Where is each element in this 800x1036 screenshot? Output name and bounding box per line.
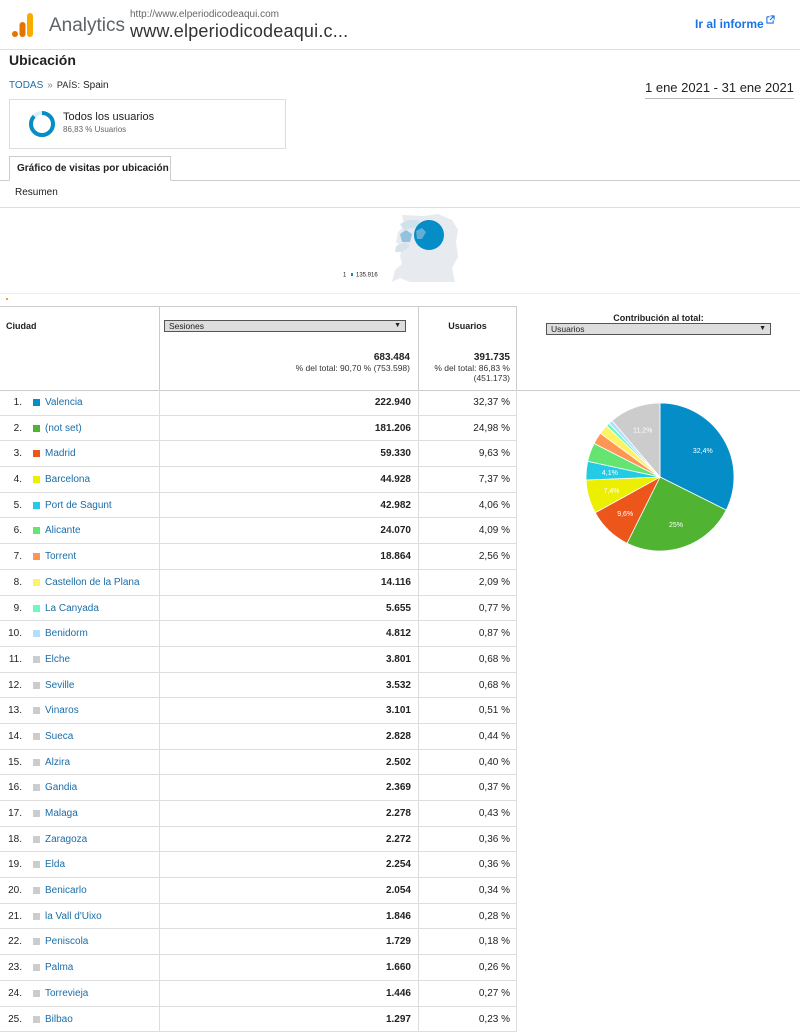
table-row: [0, 801, 517, 827]
row-rank: 22.: [8, 936, 22, 948]
row-color-swatch: [33, 527, 40, 534]
page-title: Ubicación: [9, 52, 76, 68]
segment-name: Todos los usuarios: [63, 111, 155, 123]
row-city-link[interactable]: Elche: [45, 653, 71, 665]
row-users-share: 0,51 %: [478, 705, 510, 717]
map-legend-max: 135.916: [356, 272, 378, 279]
row-city-link[interactable]: Vinaros: [45, 705, 79, 717]
row-rank: 9.: [13, 602, 22, 614]
row-city-link[interactable]: Castellon de la Plana: [45, 576, 140, 588]
row-rank: 10.: [8, 628, 22, 640]
cell-divider: [516, 852, 517, 877]
row-rank: 21.: [8, 910, 22, 922]
pie-slice-label: 32,4%: [692, 448, 713, 456]
total-sessions-share: % del total: 90,70 % (753.598): [295, 363, 410, 373]
cell-divider: [159, 801, 160, 826]
dropdown-arrow-icon: ▼: [394, 322, 401, 329]
row-sessions: 44.928: [380, 474, 411, 486]
row-sessions: 18.864: [380, 551, 411, 563]
cell-divider: [516, 673, 517, 698]
row-rank: 23.: [8, 962, 22, 974]
table-row: [0, 647, 517, 673]
table-row: [0, 852, 517, 878]
cell-divider: [159, 724, 160, 749]
row-rank: 17.: [8, 808, 22, 819]
row-users-share: 32,37 %: [473, 397, 510, 408]
row-color-swatch: [33, 630, 40, 637]
row-sessions: 14.116: [380, 576, 411, 588]
table-row: [0, 878, 517, 904]
row-sessions: 2.054: [385, 885, 411, 897]
row-users-share: 2,09 %: [478, 576, 510, 588]
row-rank: 5.: [13, 499, 22, 511]
row-color-swatch: [33, 605, 40, 612]
row-city-link[interactable]: La Canyada: [45, 602, 99, 614]
row-users-share: 0,27 %: [478, 987, 510, 999]
contribution-divider: [517, 390, 800, 391]
column-header-city[interactable]: Ciudad: [6, 321, 37, 331]
cell-divider: [159, 493, 160, 518]
cell-divider: [516, 878, 517, 903]
row-city-link[interactable]: Port de Sagunt: [45, 499, 112, 511]
row-rank: 15.: [8, 756, 22, 768]
cell-divider: [516, 955, 517, 980]
row-color-swatch: [33, 964, 40, 971]
row-rank: 8.: [13, 576, 22, 588]
row-users-share: 0,28 %: [478, 910, 510, 922]
row-color-swatch: [33, 476, 40, 483]
row-rank: 2.: [13, 422, 22, 434]
row-city-link[interactable]: Valencia: [45, 397, 83, 408]
table-row: [0, 621, 517, 647]
row-city-link[interactable]: Alicante: [45, 525, 81, 537]
cell-divider: [159, 570, 160, 595]
row-color-swatch: [33, 733, 40, 740]
cell-divider: [159, 416, 160, 441]
row-city-link[interactable]: Malaga: [45, 808, 78, 819]
cell-divider: [159, 647, 160, 672]
row-sessions: 3.801: [385, 653, 411, 665]
row-rank: 11.: [8, 653, 22, 665]
row-city-link[interactable]: Torrent: [45, 551, 77, 563]
map-divider: [0, 293, 800, 294]
row-users-share: 2,56 %: [478, 551, 510, 563]
row-color-swatch: [33, 425, 40, 432]
segment-card[interactable]: [9, 99, 286, 149]
row-rank: 25.: [8, 1013, 22, 1025]
row-color-swatch: [33, 579, 40, 586]
cell-divider: [516, 724, 517, 749]
cell-divider: [516, 518, 517, 543]
pie-slice-label: 7,4%: [603, 488, 620, 496]
table-row: [0, 1007, 517, 1033]
row-color-swatch: [33, 938, 40, 945]
cell-divider: [159, 750, 160, 775]
row-rank: 4.: [13, 474, 22, 486]
row-color-swatch: [33, 553, 40, 560]
row-sessions: 181.206: [374, 422, 411, 434]
row-sessions: 2.272: [385, 833, 411, 845]
cell-divider: [159, 518, 160, 543]
row-sessions: 1.729: [385, 936, 411, 948]
row-rank: 16.: [8, 782, 22, 794]
row-users-share: 4,09 %: [478, 525, 510, 537]
row-users-share: 0,68 %: [478, 679, 510, 691]
cell-divider: [516, 621, 517, 646]
subtab-summary[interactable]: Resumen: [15, 187, 58, 198]
row-rank: 18.: [8, 833, 22, 845]
map-legend-min: 1: [343, 272, 347, 279]
cell-divider: [516, 750, 517, 775]
cell-divider: [516, 570, 517, 595]
row-sessions: 2.278: [385, 808, 411, 819]
row-rank: 6.: [13, 525, 22, 537]
row-city-link[interactable]: Palma: [45, 962, 74, 974]
row-city-link[interactable]: Peniscola: [45, 936, 89, 948]
row-users-share: 0,40 %: [478, 756, 510, 768]
row-users-share: 0,87 %: [478, 628, 510, 640]
total-users-share-base: (451.173): [473, 373, 510, 383]
cell-divider: [159, 441, 160, 466]
contribution-title: Contribución al total:: [613, 313, 704, 323]
table-row: [0, 493, 517, 519]
row-sessions: 1.846: [385, 910, 411, 922]
cell-divider: [516, 1007, 517, 1032]
table-row: [0, 750, 517, 776]
cell-divider: [516, 441, 517, 466]
cell-divider: [159, 544, 160, 569]
row-users-share: 0,36 %: [478, 833, 510, 845]
row-sessions: 1.297: [385, 1013, 411, 1025]
row-color-swatch: [33, 836, 40, 843]
table-row: [0, 596, 517, 622]
row-city-link[interactable]: Barcelona: [45, 474, 91, 486]
cell-divider: [516, 775, 517, 800]
row-city-link[interactable]: Benidorm: [45, 628, 88, 640]
row-city-link[interactable]: Torrevieja: [45, 987, 89, 999]
row-color-swatch: [33, 502, 40, 509]
row-city-link[interactable]: Seville: [45, 679, 75, 691]
row-users-share: 0,23 %: [478, 1013, 510, 1025]
metric-select-value: Sesiones: [169, 321, 204, 331]
row-city-link[interactable]: la Vall d'Uixo: [45, 910, 102, 922]
row-rank: 12.: [8, 679, 22, 691]
contribution-metric-select[interactable]: [546, 323, 771, 335]
row-users-share: 0,36 %: [478, 859, 510, 871]
cell-divider: [159, 955, 160, 980]
cell-divider: [516, 493, 517, 518]
row-color-swatch: [33, 861, 40, 868]
row-rank: 1.: [13, 397, 22, 408]
dropdown-arrow-icon: ▼: [759, 325, 766, 332]
table-row: [0, 570, 517, 596]
row-users-share: 9,63 %: [478, 448, 510, 460]
cell-divider: [159, 698, 160, 723]
pie-slice-label: 25%: [668, 522, 683, 530]
geo-map[interactable]: [340, 212, 465, 287]
row-users-share: 0,43 %: [478, 808, 510, 819]
table-row: [0, 673, 517, 699]
row-sessions: 3.101: [385, 705, 411, 717]
total-users-share-line: % del total: 86,83 %: [434, 363, 510, 373]
row-city-link[interactable]: Elda: [45, 859, 66, 871]
breadcrumb-value: Spain: [82, 80, 109, 91]
cell-divider: [516, 467, 517, 492]
cell-divider: [516, 390, 517, 415]
row-users-share: 0,18 %: [478, 936, 510, 948]
row-color-swatch: [33, 990, 40, 997]
table-row: [0, 416, 517, 442]
cell-divider: [516, 981, 517, 1006]
cell-divider: [159, 673, 160, 698]
row-color-swatch: [33, 810, 40, 817]
segment-ring-icon: [28, 110, 56, 138]
column-header-users[interactable]: Usuarios: [448, 321, 487, 331]
table-header: [0, 306, 517, 391]
row-sessions: 1.446: [385, 987, 411, 999]
row-city-link[interactable]: (not set): [45, 422, 82, 434]
table-row: [0, 467, 517, 493]
table-row: [0, 390, 517, 416]
row-users-share: 24,98 %: [473, 422, 510, 434]
row-users-share: 0,68 %: [478, 653, 510, 665]
row-users-share: 0,37 %: [478, 782, 510, 794]
segment-percentage: 86,83 % Usuarios: [63, 125, 127, 134]
row-city-link[interactable]: Alzira: [45, 756, 71, 768]
row-color-swatch: [33, 682, 40, 689]
row-city-link[interactable]: Zaragoza: [45, 833, 88, 845]
analytics-logo-icon[interactable]: [12, 13, 34, 37]
row-sessions: 5.655: [385, 602, 411, 614]
row-sessions: 2.828: [385, 730, 411, 742]
row-sessions: 2.369: [385, 782, 411, 794]
app-header: [0, 0, 800, 50]
table-row: [0, 775, 517, 801]
table-row: [0, 981, 517, 1007]
row-color-swatch: [33, 399, 40, 406]
row-rank: 14.: [8, 730, 22, 742]
table-row: [0, 904, 517, 930]
row-sessions: 59.330: [380, 448, 411, 460]
contribution-select-value: Usuarios: [551, 324, 585, 334]
row-users-share: 7,37 %: [478, 474, 510, 486]
cell-divider: [516, 647, 517, 672]
row-sessions: 1.660: [385, 962, 411, 974]
cell-divider: [159, 775, 160, 800]
table-row: [0, 929, 517, 955]
cell-divider: [159, 596, 160, 621]
row-sessions: 3.532: [385, 679, 411, 691]
property-name[interactable]: www.elperiodicodeaqui.c...: [130, 21, 349, 41]
cell-divider: [159, 981, 160, 1006]
row-color-swatch: [33, 784, 40, 791]
row-users-share: 0,44 %: [478, 730, 510, 742]
row-users-share: 4,06 %: [478, 499, 510, 511]
cell-divider: [516, 929, 517, 954]
row-users-share: 0,34 %: [478, 885, 510, 897]
subtab-divider: [0, 207, 800, 208]
total-users: 391.735: [473, 352, 510, 363]
row-city-link[interactable]: Bilbao: [45, 1013, 73, 1025]
cell-divider: [159, 852, 160, 877]
cell-divider: [516, 904, 517, 929]
pie-slice-label: 9,6%: [617, 510, 634, 518]
date-range-picker[interactable]: 1 ene 2021 - 31 ene 2021: [645, 80, 794, 99]
tab-location-chart[interactable]: Gráfico de visitas por ubicación: [9, 156, 171, 181]
row-city-link[interactable]: Sueca: [45, 730, 74, 742]
row-sessions: 24.070: [380, 525, 411, 537]
contribution-pie-chart[interactable]: [584, 401, 736, 553]
row-color-swatch: [33, 1016, 40, 1023]
cell-divider: [516, 544, 517, 569]
total-users-share: [419, 363, 510, 383]
table-row: [0, 544, 517, 570]
row-color-swatch: [33, 887, 40, 894]
cell-divider: [159, 929, 160, 954]
cell-divider: [159, 904, 160, 929]
row-sessions: 222.940: [374, 397, 411, 408]
cell-divider: [516, 698, 517, 723]
breadcrumb-separator: »: [47, 80, 53, 91]
row-color-swatch: [33, 707, 40, 714]
breadcrumb-root-link[interactable]: TODAS: [9, 80, 44, 91]
cell-divider: [516, 801, 517, 826]
pie-slice-label: 11,2%: [632, 427, 653, 435]
cell-divider: [516, 416, 517, 441]
pie-slice-label: 4,1%: [601, 470, 618, 478]
cell-divider: [516, 596, 517, 621]
go-to-report-link[interactable]: Ir al informe: [695, 17, 764, 31]
row-rank: 3.: [13, 448, 22, 460]
row-color-swatch: [33, 759, 40, 766]
table-row: [0, 724, 517, 750]
cell-divider: [159, 390, 160, 415]
header-divider: [159, 307, 160, 392]
row-color-swatch: [33, 450, 40, 457]
row-sessions: 42.982: [380, 499, 411, 511]
table-row: [0, 518, 517, 544]
property-url: http://www.elperiodicodeaqui.com: [130, 9, 279, 20]
row-color-swatch: [33, 656, 40, 663]
external-link-icon[interactable]: [766, 15, 775, 24]
cell-divider: [159, 621, 160, 646]
row-rank: 24.: [8, 987, 22, 999]
table-body: [0, 390, 517, 1032]
row-rank: 20.: [8, 885, 22, 897]
row-sessions: 2.254: [385, 859, 411, 871]
row-rank: 19.: [8, 859, 22, 871]
row-city-link[interactable]: Madrid: [45, 448, 76, 460]
row-users-share: 0,77 %: [478, 602, 510, 614]
cell-divider: [159, 878, 160, 903]
row-color-swatch: [33, 913, 40, 920]
app-name: Analytics: [49, 15, 126, 36]
breadcrumb: [9, 80, 109, 91]
row-sessions: 4.812: [385, 628, 411, 640]
row-rank: 13.: [8, 705, 22, 717]
table-row: [0, 955, 517, 981]
row-rank: 7.: [13, 551, 22, 563]
row-city-link[interactable]: Gandia: [45, 782, 78, 794]
cell-divider: [516, 827, 517, 852]
row-users-share: 0,26 %: [478, 962, 510, 974]
row-sessions: 2.502: [385, 756, 411, 768]
total-sessions: 683.484: [373, 352, 410, 363]
table-row: [0, 827, 517, 853]
metric-select-sessions[interactable]: [164, 320, 406, 332]
cell-divider: [159, 827, 160, 852]
table-row: [0, 441, 517, 467]
cell-divider: [159, 1007, 160, 1032]
breadcrumb-key: PAÍS:: [56, 80, 81, 90]
table-row: [0, 698, 517, 724]
cell-divider: [159, 467, 160, 492]
row-city-link[interactable]: Benicarlo: [45, 885, 87, 897]
progress-indicator: [6, 298, 8, 300]
